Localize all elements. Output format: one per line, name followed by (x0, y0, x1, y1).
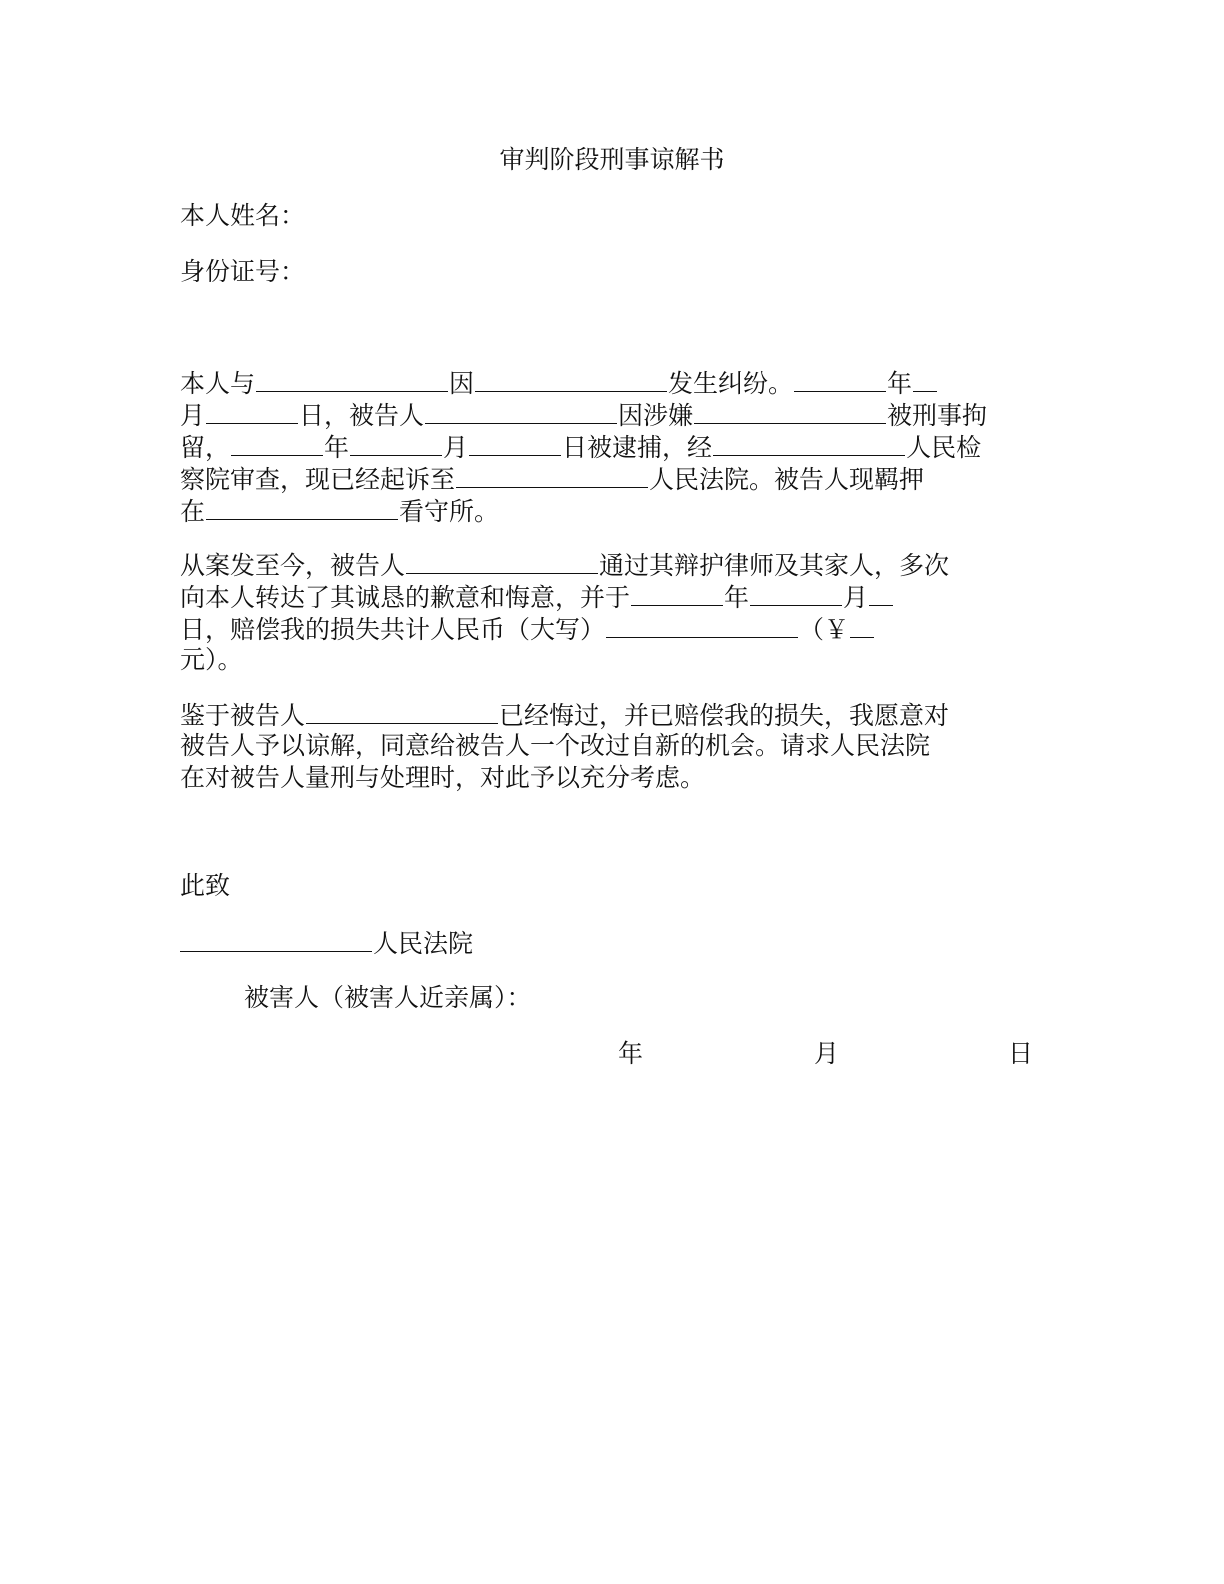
forgiveness-row-3: 在对被告人量刑与处理时，对此予以充分考虑。 (180, 763, 706, 792)
date-year-label: 年 (618, 1039, 644, 1068)
text-segment: 留， (180, 433, 231, 462)
blank-compensation-month[interactable] (750, 580, 842, 606)
text-segment: 已经悔过，并已赔偿我的损失，我愿意对 (499, 701, 950, 730)
text-segment: 通过其辩护律师及其家人，多次 (599, 551, 950, 580)
case-facts-row-3 (180, 430, 1040, 462)
blank-court[interactable] (456, 462, 648, 488)
blank-compensation-year[interactable] (631, 580, 723, 606)
text-segment: 日被逮捕，经 (562, 433, 713, 462)
text-segment: 看守所。 (399, 497, 500, 526)
blank-dispute-reason[interactable] (475, 366, 667, 392)
compensation-paragraph (180, 548, 1040, 676)
blank-arrest-day[interactable] (469, 430, 561, 456)
compensation-row-1 (180, 548, 1040, 580)
blank-addressee-court[interactable] (180, 926, 372, 952)
text-segment: 被刑事拘 (887, 401, 988, 430)
blank-defendant-name-3[interactable] (306, 698, 498, 724)
text-segment: 年 (324, 433, 350, 462)
text-segment: 因 (449, 369, 475, 398)
text-segment: 鉴于被告人 (180, 701, 306, 730)
text-segment: 因涉嫌 (618, 401, 694, 430)
text-segment: 在 (180, 497, 206, 526)
case-facts-row-5 (180, 494, 1040, 526)
text-segment: 年 (887, 369, 913, 398)
forgiveness-row-1 (180, 698, 1040, 730)
text-segment: 元）。 (180, 645, 243, 674)
name-label: 本人姓名： (180, 201, 306, 230)
blank-compensation-day[interactable] (869, 580, 893, 606)
id-number-label: 身份证号： (180, 257, 306, 286)
compensation-row-4 (180, 644, 1040, 676)
text-segment: 日，被告人 (299, 401, 425, 430)
forgiveness-paragraph (180, 698, 1040, 794)
blank-defendant-name[interactable] (425, 398, 617, 424)
case-facts-row-2 (180, 398, 1040, 430)
blank-charge[interactable] (694, 398, 886, 424)
blank-detention-day[interactable] (206, 398, 298, 424)
case-facts-paragraph (180, 366, 1040, 526)
text-segment: 月 (843, 583, 869, 612)
blank-defendant-name-2[interactable] (406, 548, 598, 574)
court-suffix: 人民法院 (373, 929, 474, 958)
case-facts-row-4 (180, 462, 1040, 494)
blank-detention-month[interactable] (913, 366, 937, 392)
blank-arrest-month[interactable] (350, 430, 442, 456)
case-facts-row-1 (180, 366, 1040, 398)
text-segment: 本人与 (180, 369, 256, 398)
date-month-label: 月 (814, 1039, 840, 1068)
blank-amount-uppercase[interactable] (606, 612, 798, 638)
text-segment: 向本人转达了其诚恳的歉意和悔意，并于 (180, 583, 631, 612)
blank-amount-figures[interactable] (850, 612, 874, 638)
text-segment: 发生纠纷。 (668, 369, 794, 398)
text-segment: 年 (724, 583, 750, 612)
forgiveness-row-2: 被告人予以谅解，同意给被告人一个改过自新的机会。请求人民法院 (180, 731, 931, 760)
blank-other-party[interactable] (256, 366, 448, 392)
compensation-row-2 (180, 580, 1040, 612)
text-segment: （￥ (799, 615, 850, 644)
text-segment: 人民检 (906, 433, 982, 462)
blank-detention-center[interactable] (206, 494, 398, 520)
text-segment: 人民法院。被告人现羁押 (649, 465, 925, 494)
text-segment: 日，赔偿我的损失共计人民币（大写） (180, 615, 606, 644)
addressee-court (180, 926, 473, 960)
compensation-row-3 (180, 612, 1040, 644)
document-title: 审判阶段刑事谅解书 (499, 145, 725, 174)
text-segment: 从案发至今，被告人 (180, 551, 406, 580)
salutation: 此致 (180, 871, 231, 900)
text-segment: 月 (180, 401, 206, 430)
blank-detention-year[interactable] (794, 366, 886, 392)
date-day-label: 日 (1008, 1039, 1034, 1068)
blank-arrest-year[interactable] (231, 430, 323, 456)
text-segment: 察院审查，现已经起诉至 (180, 465, 456, 494)
text-segment: 月 (443, 433, 469, 462)
signer-label: 被害人（被害人近亲属）： (244, 983, 532, 1012)
blank-procuratorate[interactable] (713, 430, 905, 456)
